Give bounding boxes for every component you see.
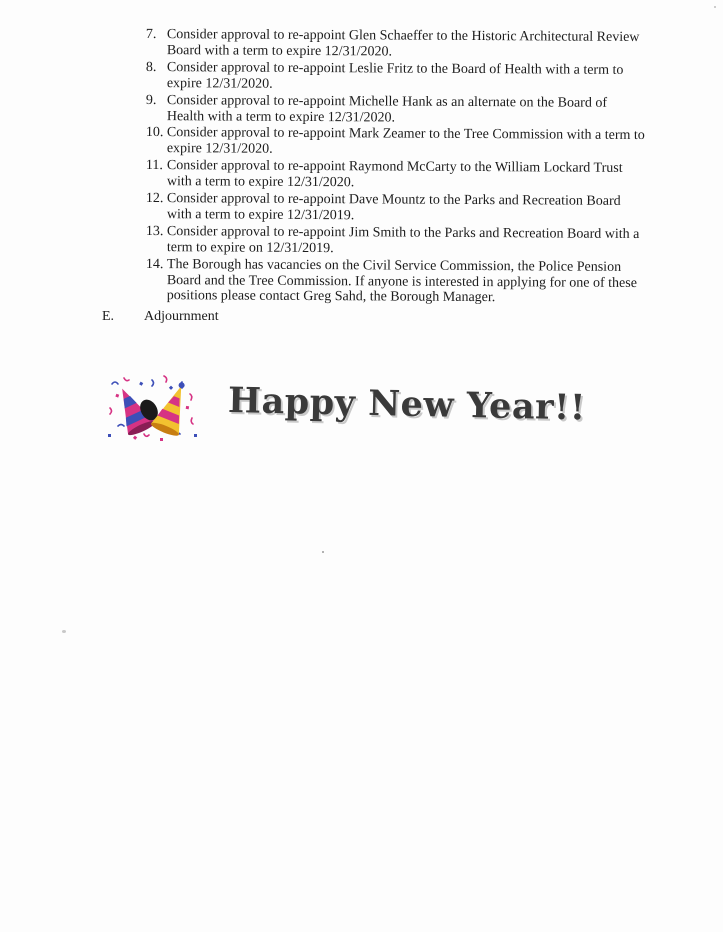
scan-speck [714,6,716,8]
adjournment-label: Adjournment [144,309,219,324]
agenda-item-number: 13. [145,223,164,239]
agenda-item-text: The Borough has vacancies on the Civil Service Commission, the Police Pension Board and the Tree Commission. If anyone is interested in applying for one of these positions please contact Greg Sahd, the Borough Manager. [166,256,637,305]
agenda-item [146,60,646,94]
agenda-item [146,27,646,61]
agenda-item-text: Consider approval to re-appoint Michelle Hank as an alternate on the Board of Health with a term to expire 12/31/2020. [166,92,608,125]
agenda-item-number: 12. [145,190,164,207]
agenda-item [146,93,646,127]
agenda-item-number: 10. [145,125,164,141]
greeting-text: Happy New Year!! [227,380,587,429]
agenda-item-text: Consider approval to re-appoint Dave Mountz to the Parks and Recreation Board with a term to expire 12/31/2019. [166,191,621,223]
agenda-item-number: 9. [145,92,157,108]
agenda-item-number: 11. [145,158,163,174]
agenda-list [146,27,646,305]
agenda-item-text: Consider approval to re-appoint Mark Zeamer to the Tree Commission with a term to expire 12/31/2020. [166,125,645,157]
agenda-item-text: Consider approval to re-appoint Leslie Fritz to the Board of Health with a term to expire 12/31/2020. [166,59,624,92]
agenda-item-number: 8. [145,59,157,75]
scan-speck [322,551,324,553]
agenda-item [146,158,646,192]
agenda-item [146,191,646,225]
agenda-item-text: Consider approval to re-appoint Glen Schaeffer to the Historic Architectural Review Board with a term to expire 12/31/2020. [166,27,640,60]
agenda-item-number: 14. [145,256,164,272]
section-letter: E. [102,309,115,324]
agenda-item [146,257,646,307]
party-hats-confetti-icon [104,374,198,444]
agenda-item-text: Consider approval to re-appoint Raymond McCarty to the William Lockard Trust with a term to expire 12/31/2020. [166,158,623,190]
agenda-item [146,125,646,159]
agenda-item-text: Consider approval to re-appoint Jim Smith to the Parks and Recreation Board with a term to expire on 12/31/2019. [166,223,640,256]
agenda-item-number: 7. [145,27,157,43]
agenda-item [146,224,646,258]
scan-speck [62,630,66,633]
